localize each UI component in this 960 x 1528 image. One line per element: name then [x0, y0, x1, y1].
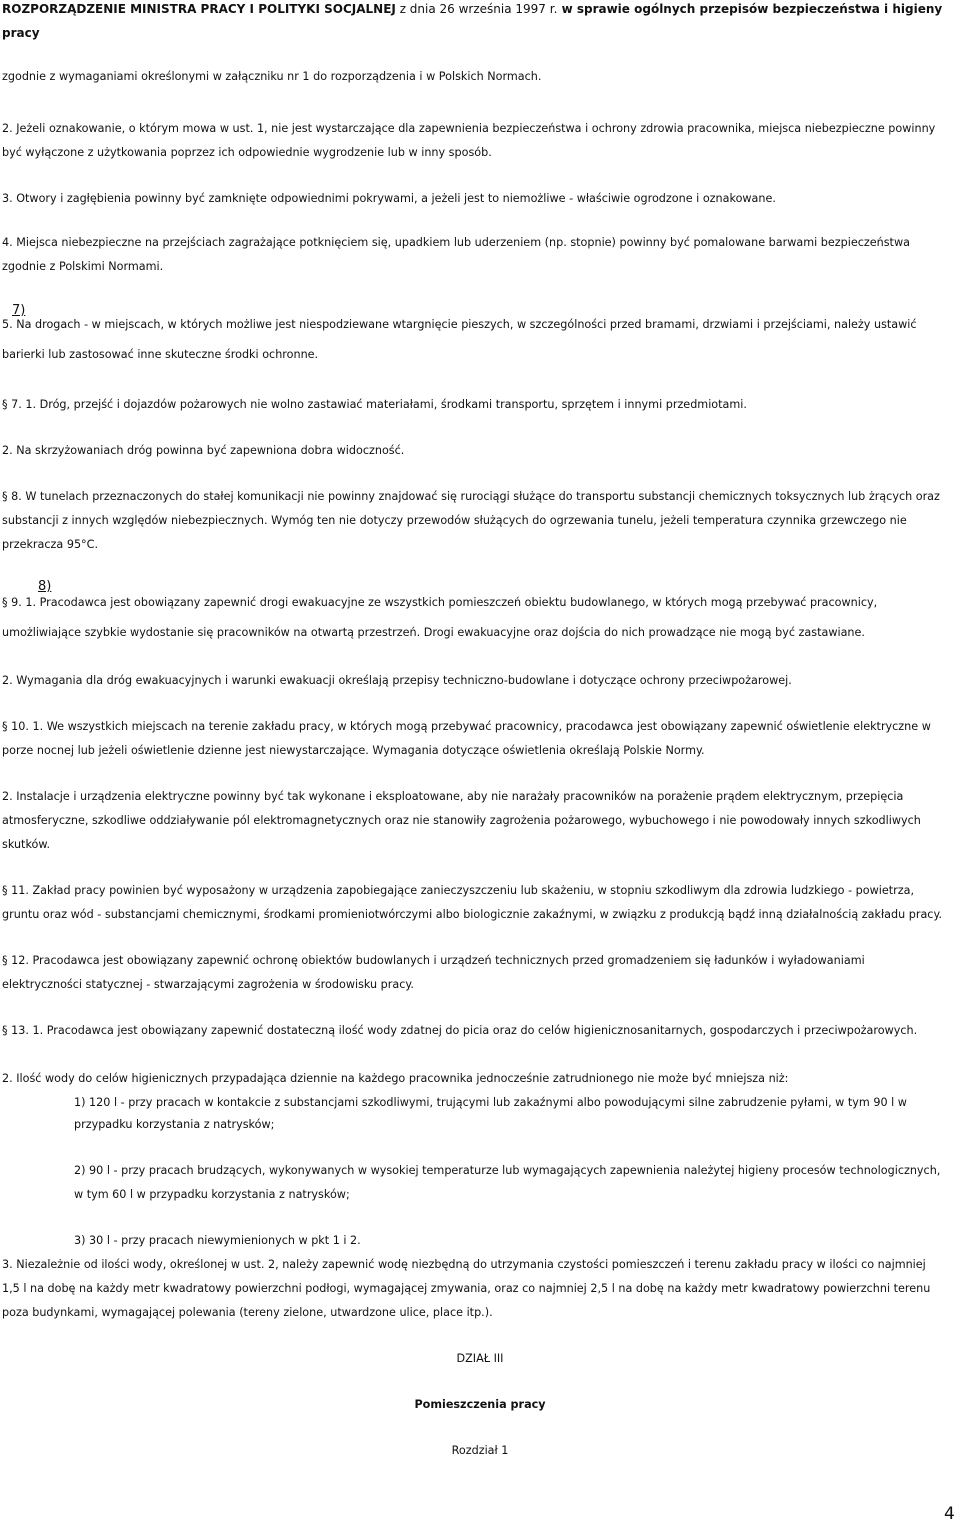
- paragraph-line: 3. Niezależnie od ilości wody, określonej w ust. 2, należy zapewnić wodę niezbędną do utrzymania czystości pomieszczeń i terenu zakładu pracy w ilości co najmniej: [2, 1258, 926, 1271]
- paragraph-line: 5. Na drogach - w miejscach, w których możliwe jest niespodziewane wtargnięcie pieszych, w szczególności przed bramami, drzwiami i przejściami, należy ustawić: [2, 318, 917, 331]
- paragraph-line: zgodnie z wymaganiami określonymi w załączniku nr 1 do rozporządzenia i w Polskich Normach.: [2, 70, 542, 83]
- paragraph-line: § 9. 1. Pracodawca jest obowiązany zapewnić drogi ewakuacyjne ze wszystkich pomieszczeń obiektu budowlanego, w których mogą przebywać pracownicy,: [2, 596, 878, 609]
- paragraph-line: § 11. Zakład pracy powinien być wyposażony w urządzenia zapobiegające zanieczyszczeniu lub skażeniu, w stopniu szkodliwym dla zdrowia ludzkiego - powietrza,: [2, 884, 915, 897]
- paragraph-line: poza budynkami, wymagającej polewania (tereny zielone, utwardzone ulice, place itp.).: [2, 1306, 493, 1319]
- paragraph-line: 2. Na skrzyżowaniach dróg powinna być zapewniona dobra widoczność.: [2, 444, 405, 457]
- footnote-ref-8[interactable]: 8): [38, 579, 52, 594]
- paragraph-line: zgodnie z Polskimi Normami.: [2, 260, 164, 273]
- paragraph-line: atmosferyczne, szkodliwe oddziaływanie pól elektromagnetycznych oraz nie stanowiły zagrożenia pożarowego, wybuchowego i nie powodowały innych szkodliwych: [2, 814, 921, 827]
- paragraph-line: 2. Jeżeli oznakowanie, o którym mowa w ust. 1, nie jest wystarczające dla zapewnienia bezpieczeństwa i ochrony zdrowia pracownika, miejsca niebezpieczne powinny: [2, 122, 936, 135]
- list-item-cont: w tym 60 l w przypadku korzystania z natrysków;: [74, 1188, 350, 1201]
- paragraph-line: 2. Wymagania dla dróg ewakuacyjnych i warunki ewakuacji określają przepisy techniczno-budowlane i dotyczące ochrony przeciwpożarowej.: [2, 674, 792, 687]
- title-subject: w sprawie ogólnych przepisów bezpieczeństwa i higieny: [557, 2, 943, 16]
- list-item: 3) 30 l - przy pracach niewymienionych w pkt 1 i 2.: [74, 1234, 361, 1247]
- paragraph-line: porze nocnej lub jeżeli oświetlenie dzienne jest niewystarczające. Wymagania dotyczące oświetlenia określają Polskie Normy.: [2, 744, 705, 757]
- paragraph-line: umożliwiające szybkie wydostanie się pracowników na otwartą przestrzeń. Drogi ewakuacyjne oraz dojścia do nich prowadzące nie mogą być zastawiane.: [2, 626, 865, 639]
- paragraph-line: § 10. 1. We wszystkich miejscach na terenie zakładu pracy, w których mogą przebywać pracownicy, pracodawca jest obowiązany zapewnić oświetlenie elektryczne w: [2, 720, 931, 733]
- paragraph-line: § 8. W tunelach przeznaczonych do stałej komunikacji nie powinny znajdować się rurociągi służące do transportu substancji chemicznych toksycznych lub żrących oraz: [2, 490, 940, 503]
- paragraph-line: substancji z innych względów niebezpiecznych. Wymóg ten nie dotyczy przewodów służących do ogrzewania tunelu, jeżeli temperatura czynnika grzewczego nie: [2, 514, 907, 527]
- paragraph-line: gruntu oraz wód - substancjami chemicznymi, środkami promieniotwórczymi albo biologicznie zakaźnymi, w związku z produkcją bądź inną działalnością zakładu pracy.: [2, 908, 943, 921]
- chapter-heading: Rozdział 1: [451, 1444, 509, 1457]
- document-title: [2, 2, 942, 16]
- paragraph-line: 4. Miejsca niebezpieczne na przejściach zagrażające potknięciem się, upadkiem lub uderzeniem (np. stopnie) powinny być pomalowane barwami bezpieczeństwa: [2, 236, 910, 249]
- division-heading: DZIAŁ III: [456, 1352, 504, 1365]
- list-item-cont: przypadku korzystania z natrysków;: [74, 1118, 275, 1131]
- paragraph-line: być wyłączone z użytkowania poprzez ich odpowiednie wygrodzenie lub w inny sposób.: [2, 146, 492, 159]
- paragraph-line: 2. Ilość wody do celów higienicznych przypadająca dziennie na każdego pracownika jednocześnie zatrudnionego nie może być mniejsza niż:: [2, 1072, 789, 1085]
- list-item: 1) 120 l - przy pracach w kontakcie z substancjami szkodliwymi, trującymi lub zakaźnymi albo powodującymi silne zabrudzenie pyłami, w tym 90 l w: [74, 1096, 907, 1109]
- section-heading: Pomieszczenia pracy: [414, 1398, 546, 1411]
- paragraph-line: 3. Otwory i zagłębienia powinny być zamknięte odpowiednimi pokrywami, a jeżeli jest to niemożliwe - właściwie ogrodzone i oznakowane.: [2, 192, 776, 205]
- footnote-ref-7[interactable]: 7): [12, 303, 26, 318]
- paragraph-line: § 12. Pracodawca jest obowiązany zapewnić ochronę obiektów budowlanych i urządzeń technicznych przed gromadzeniem się ładunków i wyładowaniami: [2, 954, 865, 967]
- title-continuation: pracy: [2, 26, 40, 40]
- paragraph-line: przekracza 95°C.: [2, 538, 99, 551]
- paragraph-line: § 7. 1. Dróg, przejść i dojazdów pożarowych nie wolno zastawiać materiałami, środkami transportu, sprzętem i innymi przedmiotami.: [2, 398, 747, 411]
- paragraph-line: elektryczności statycznej - stwarzającymi zagrożenia w środowisku pracy.: [2, 978, 414, 991]
- title-act-name: ROZPORZĄDZENIE MINISTRA PRACY I POLITYKI SOCJALNEJ: [2, 2, 396, 16]
- paragraph-line: 1,5 l na dobę na każdy metr kwadratowy powierzchni podłogi, wymagającej zmywania, oraz co najmniej 2,5 l na dobę na każdy metr kwadratowy powierzchni terenu: [2, 1282, 931, 1295]
- paragraph-line: barierki lub zastosować inne skuteczne środki ochronne.: [2, 348, 319, 361]
- paragraph-line: § 13. 1. Pracodawca jest obowiązany zapewnić dostateczną ilość wody zdatnej do picia oraz do celów higienicznosanitarnych, gospodarczych i przeciwpożarowych.: [2, 1024, 918, 1037]
- paragraph-line: skutków.: [2, 838, 51, 851]
- page-number: 4: [944, 1504, 955, 1524]
- paragraph-line: 2. Instalacje i urządzenia elektryczne powinny być tak wykonane i eksploatowane, aby nie narażały pracowników na porażenie prądem elektrycznym, przepięcia: [2, 790, 904, 803]
- list-item: 2) 90 l - przy pracach brudzących, wykonywanych w wysokiej temperaturze lub wymagających zapewnienia należytej higieny procesów technologicznych,: [74, 1164, 941, 1177]
- title-date: z dnia 26 września 1997 r.: [395, 2, 558, 16]
